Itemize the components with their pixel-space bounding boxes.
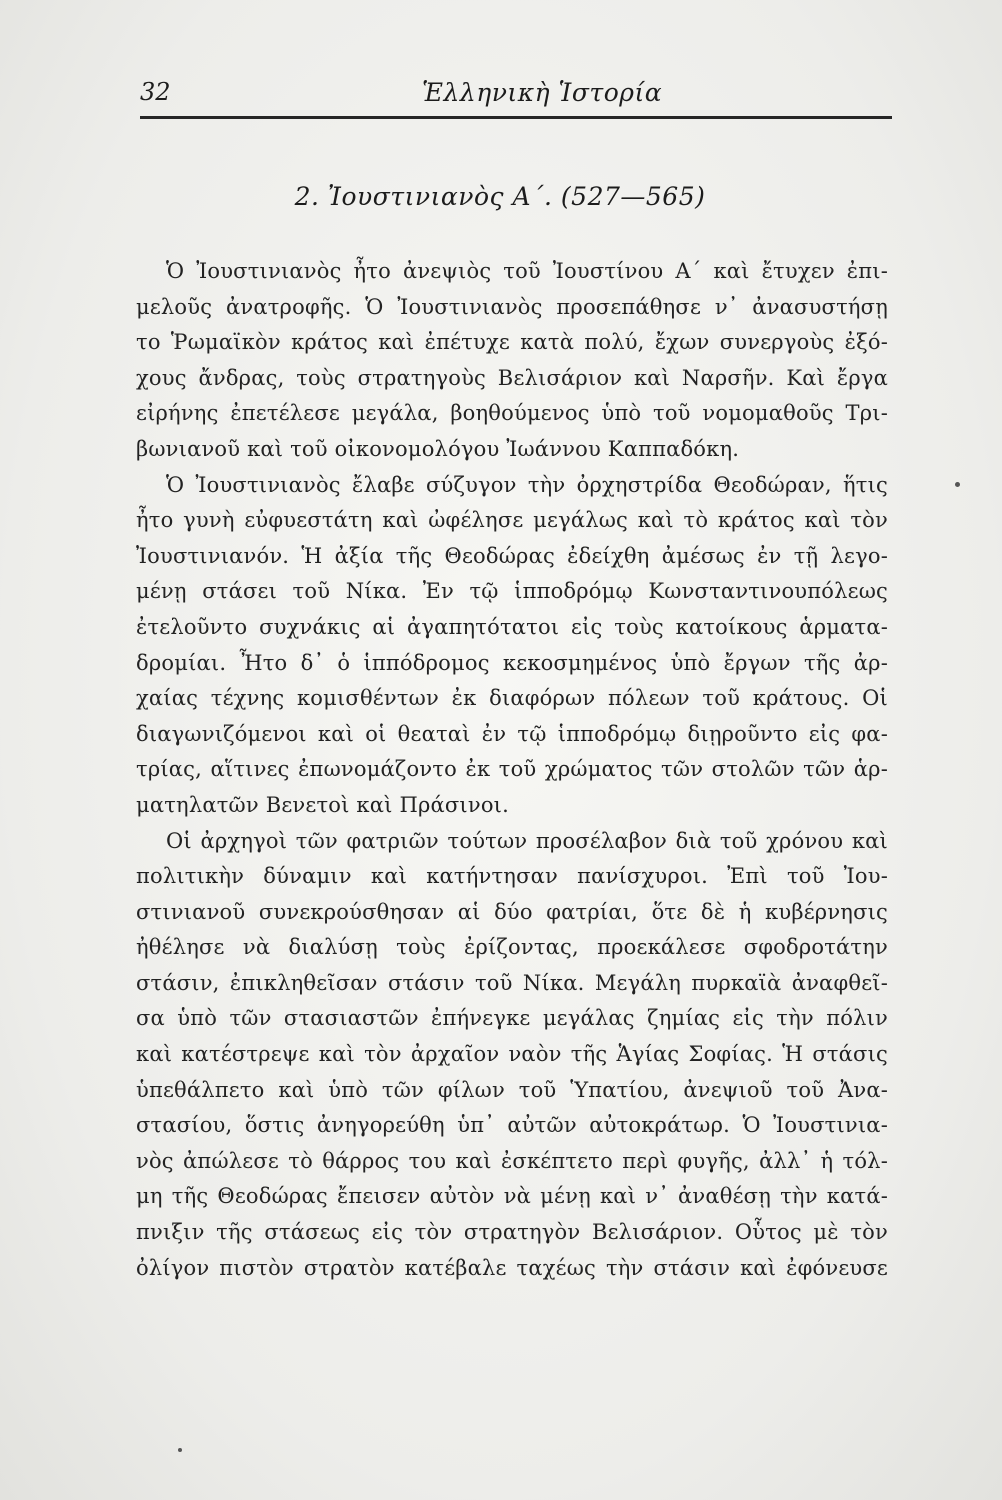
text-line: Οἱ ἀρχηγοὶ τῶν φατριῶν τούτων προσέλαβον διὰ τοῦ χρόνου καὶ xyxy=(166,828,888,853)
text-line: ἐτελοῦντο συχνάκις αἱ ἀγαπητότατοι εἰς τοὺς κατοίκους ἁρματα- xyxy=(136,614,888,639)
header-rule xyxy=(140,116,892,119)
page-number: 32 xyxy=(140,78,171,106)
text-line: σα ὑπὸ τῶν στασιαστῶν ἐπήνεγκε μεγάλας ζημίας εἰς τὴν πόλιν xyxy=(136,1006,888,1031)
text-line: Ὁ Ἰουστινιανὸς ἦτο ἀνεψιὸς τοῦ Ἰουστίνου Α΄ καὶ ἔτυχεν ἐπι- xyxy=(166,259,888,283)
text-line: ὑπεθάλπετο καὶ ὑπὸ τῶν φίλων τοῦ Ὑπατίου, ἀνεψιοῦ τοῦ Ἀνα- xyxy=(136,1077,888,1102)
text-line: μελοῦς ἀνατροφῆς. Ὁ Ἰουστινιανὸς προσεπάθησε ν᾽ ἀνασυστήσῃ xyxy=(136,294,888,319)
page-header xyxy=(140,72,892,114)
text-line: βωνιανοῦ καὶ τοῦ οἰκονομολόγου Ἰωάννου Καππαδόκη. xyxy=(136,436,740,461)
text-line: καὶ κατέστρεψε καὶ τὸν ἀρχαῖον ναὸν τῆς Ἁγίας Σοφίας. Ἡ στάσις xyxy=(136,1042,888,1067)
running-title: Ἑλληνικὴ Ἱστορία xyxy=(422,78,663,107)
paper-speck xyxy=(178,1448,182,1452)
text-line: στασίου, ὅστις ἀνηγορεύθη ὑπ᾽ αὐτῶν αὐτοκράτωρ. Ὁ Ἰουστινια- xyxy=(136,1113,888,1138)
text-line: Ἰουστινιανόν. Ἡ ἀξία τῆς Θεοδώρας ἐδείχθη ἀμέσως ἐν τῇ λεγο- xyxy=(136,543,888,568)
text-line: ὀλίγον πιστὸν στρατὸν κατέβαλε ταχέως τὴν στάσιν καὶ ἐφόνευσε xyxy=(136,1255,888,1280)
text-line: Ὁ Ἰουστινιανὸς ἔλαβε σύζυγον τὴν ὀρχηστρίδα Θεοδώραν, ἥτις xyxy=(166,472,888,497)
paper-speck xyxy=(955,482,960,487)
text-line: πνιξιν τῆς στάσεως εἰς τὸν στρατηγὸν Βελισάριον. Οὗτος μὲ τὸν xyxy=(136,1220,888,1245)
section-title: 2. Ἰουστινιανὸς Α΄. (527—565) xyxy=(294,182,706,211)
text-line: στάσιν, ἐπικληθεῖσαν στάσιν τοῦ Νίκα. Μεγάλη πυρκαϊὰ ἀναφθεῖ- xyxy=(136,970,888,995)
text-line: δρομίαι. Ἦτο δ᾽ ὁ ἱππόδρομος κεκοσμημένος ὑπὸ ἔργων τῆς ἀρ- xyxy=(136,650,888,675)
body-text xyxy=(136,254,888,1286)
text-line: μένῃ στάσει τοῦ Νίκα. Ἐν τῷ ἱπποδρόμῳ Κωνσταντινουπόλεως xyxy=(136,579,888,604)
text-line: μη τῆς Θεοδώρας ἔπεισεν αὐτὸν νὰ μένῃ καὶ ν᾽ ἀναθέσῃ τὴν κατά- xyxy=(136,1184,888,1209)
text-line: χαίας τέχνης κομισθέντων ἐκ διαφόρων πόλεων τοῦ κράτους. Οἱ xyxy=(136,686,888,711)
text-line: ἠθέλησε νὰ διαλύσῃ τοὺς ἐρίζοντας, προεκάλεσε σφοδροτάτην xyxy=(136,935,888,960)
text-line: το Ῥωμαϊκὸν κράτος καὶ ἐπέτυχε κατὰ πολύ, ἔχων συνεργοὺς ἐξό- xyxy=(136,330,888,355)
text-line: ἦτο γυνὴ εὐφυεστάτη καὶ ὠφέλησε μεγάλως καὶ τὸ κράτος καὶ τὸν xyxy=(136,508,888,533)
text-line: στινιανοῦ συνεκρούσθησαν αἱ δύο φατρίαι, ὅτε δὲ ἡ κυβέρνησις xyxy=(136,899,888,924)
text-line: χους ἄνδρας, τοὺς στρατηγοὺς Βελισάριον καὶ Ναρσῆν. Καὶ ἔργα xyxy=(136,365,888,390)
text-line: τρίας, αἵτινες ἐπωνομάζοντο ἐκ τοῦ χρώματος τῶν στολῶν τῶν ἁρ- xyxy=(136,757,888,782)
text-line: ματηλατῶν Βενετοὶ καὶ Πράσινοι. xyxy=(136,792,509,817)
text-line: νὸς ἀπώλεσε τὸ θάρρος του καὶ ἐσκέπτετο περὶ φυγῆς, ἀλλ᾽ ἡ τόλ- xyxy=(136,1148,888,1173)
text-line: διαγωνιζόμενοι καὶ οἱ θεαταὶ ἐν τῷ ἱπποδρόμῳ διῃροῦντο εἰς φα- xyxy=(136,721,888,746)
text-line: εἰρήνης ἐπετέλεσε μεγάλα, βοηθούμενος ὑπὸ τοῦ νομομαθοῦς Τρι- xyxy=(136,401,888,426)
text-line: πολιτικὴν δύναμιν καὶ κατήντησαν πανίσχυροι. Ἐπὶ τοῦ Ἰου- xyxy=(136,864,888,889)
